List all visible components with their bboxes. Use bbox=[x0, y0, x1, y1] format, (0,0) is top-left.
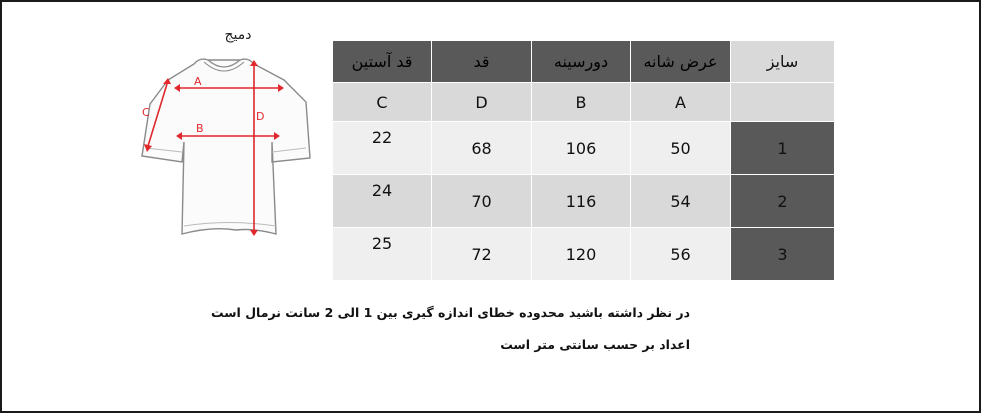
header-sleeve-length: قد آستین bbox=[332, 41, 431, 83]
header-length: قد bbox=[431, 41, 531, 83]
table-row bbox=[332, 228, 834, 281]
sleeve-length-value: 22 bbox=[332, 122, 431, 175]
length-value: 72 bbox=[431, 228, 531, 281]
chest-value: 120 bbox=[531, 228, 630, 281]
units-note: اعداد بر حسب سانتی متر است bbox=[500, 337, 690, 352]
table-row bbox=[332, 175, 834, 228]
letter-c: C bbox=[332, 83, 431, 122]
shirt-title: دمیج bbox=[224, 27, 252, 43]
chest-value: 116 bbox=[531, 175, 630, 228]
header-size: سایز bbox=[730, 41, 834, 83]
label-a: A bbox=[194, 75, 202, 88]
tshirt-measurement-diagram bbox=[136, 54, 316, 240]
length-value: 68 bbox=[431, 122, 531, 175]
table-row bbox=[332, 122, 834, 175]
size-chart-table bbox=[332, 41, 834, 281]
measurement-tolerance-note: در نظر داشته باشید محدوده خطای اندازه گیری بین 1 الی 2 سانت نرمال است bbox=[211, 305, 690, 320]
letter-size bbox=[730, 83, 834, 122]
letter-a: A bbox=[630, 83, 730, 122]
header-shoulder-width: عرض شانه bbox=[630, 41, 730, 83]
sleeve-length-value: 24 bbox=[332, 175, 431, 228]
shoulder-width-value: 56 bbox=[630, 228, 730, 281]
chest-value: 106 bbox=[531, 122, 630, 175]
label-d: D bbox=[256, 110, 265, 123]
length-value: 70 bbox=[431, 175, 531, 228]
label-c: C bbox=[142, 106, 150, 119]
sleeve-length-value: 25 bbox=[332, 228, 431, 281]
letter-b: B bbox=[531, 83, 630, 122]
shoulder-width-value: 54 bbox=[630, 175, 730, 228]
letter-d: D bbox=[431, 83, 531, 122]
header-chest: دورسینه bbox=[531, 41, 630, 83]
label-b: B bbox=[196, 122, 204, 135]
size-value: 2 bbox=[730, 175, 834, 228]
table-letter-row bbox=[332, 83, 834, 122]
size-value: 1 bbox=[730, 122, 834, 175]
table-header-row bbox=[332, 41, 834, 83]
size-value: 3 bbox=[730, 228, 834, 281]
shoulder-width-value: 50 bbox=[630, 122, 730, 175]
